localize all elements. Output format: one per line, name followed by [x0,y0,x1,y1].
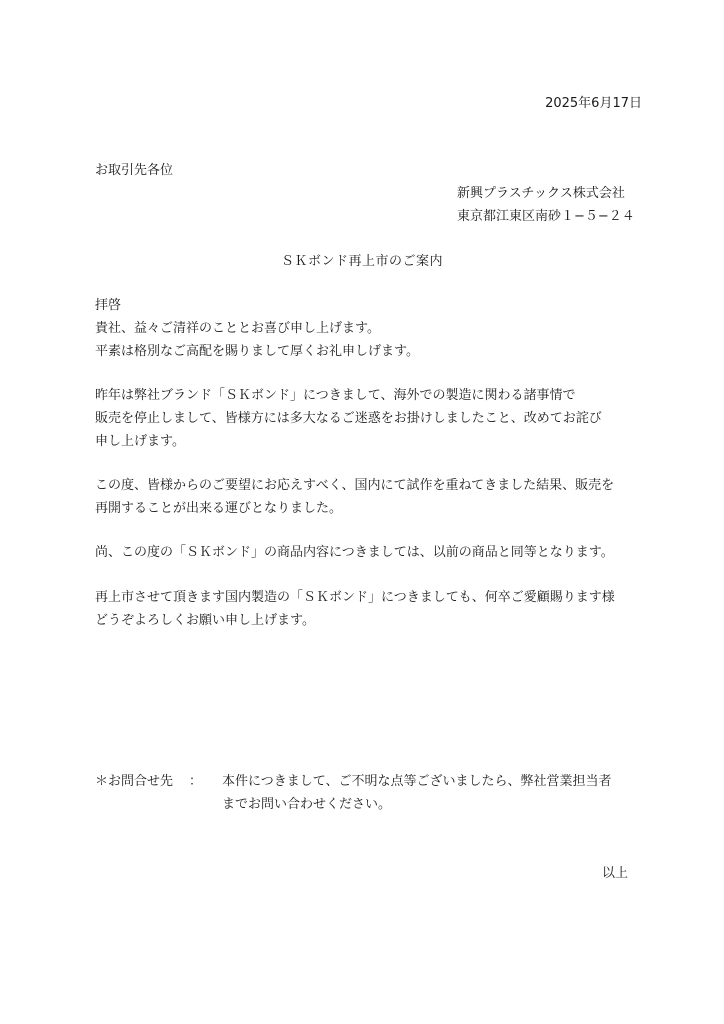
paragraph-line: 昨年は弊社ブランド「ＳＫボンド」につきまして、海外での製造に関わる諸事情で [95,388,576,403]
paragraph-apology [95,384,645,453]
paragraph-product-content [95,541,645,564]
paragraph-line: 再開することが出来る運びとなりました。 [95,501,343,516]
letter-title: ＳＫボンド再上市のご案内 [280,254,443,269]
paragraph-line: 貴社、益々ご清祥のこととお喜び申し上げます。 [95,321,380,336]
contact-line: 本件につきまして、ご不明な点等ございましたら、弊社営業担当者 [222,774,612,789]
closing-word: 以上 [601,866,628,881]
letter-date: 2025年6月17日 [545,96,642,111]
sender-address: 東京都江東区南砂１−５−２４ [457,209,635,224]
paragraph-line: 拝啓 [95,298,122,313]
contact-separator: ： [189,774,203,789]
paragraph-greeting [95,294,645,363]
paragraph-line: 平素は格別なご高配を賜りまして厚くお礼申しげます。 [95,344,419,359]
sender-company: 新興プラスチックス株式会社 [457,186,625,201]
paragraph-line: どうぞよろしくお願い申し上げます。 [95,613,315,628]
paragraph-line: 申し上げます。 [95,434,185,449]
contact-line: までお問い合わせください。 [222,797,392,812]
contact-label: ＊お問合せ先 [95,774,174,789]
paragraph-request [95,586,645,632]
paragraph-line: 尚、この度の「ＳＫボンド」の商品内容につきましては、以前の商品と同等となります。 [95,545,614,560]
paragraph-line: 再上市させて頂きます国内製造の「ＳＫボンド」につきましても、何卒ご愛顧賜ります様 [95,590,615,605]
sender-block [457,182,635,228]
paragraph-resumption [95,474,645,520]
contact-text [222,770,611,816]
paragraph-line: この度、皆様からのご要望にお応えすべく、国内にて試作を重ねてきました結果、販売を [95,478,615,493]
recipient-line: お取引先各位 [95,163,174,178]
paragraph-line: 販売を停止しまして、皆様方には多大なるご迷惑をお掛けしましたこと、改めてお詫び [95,411,602,426]
